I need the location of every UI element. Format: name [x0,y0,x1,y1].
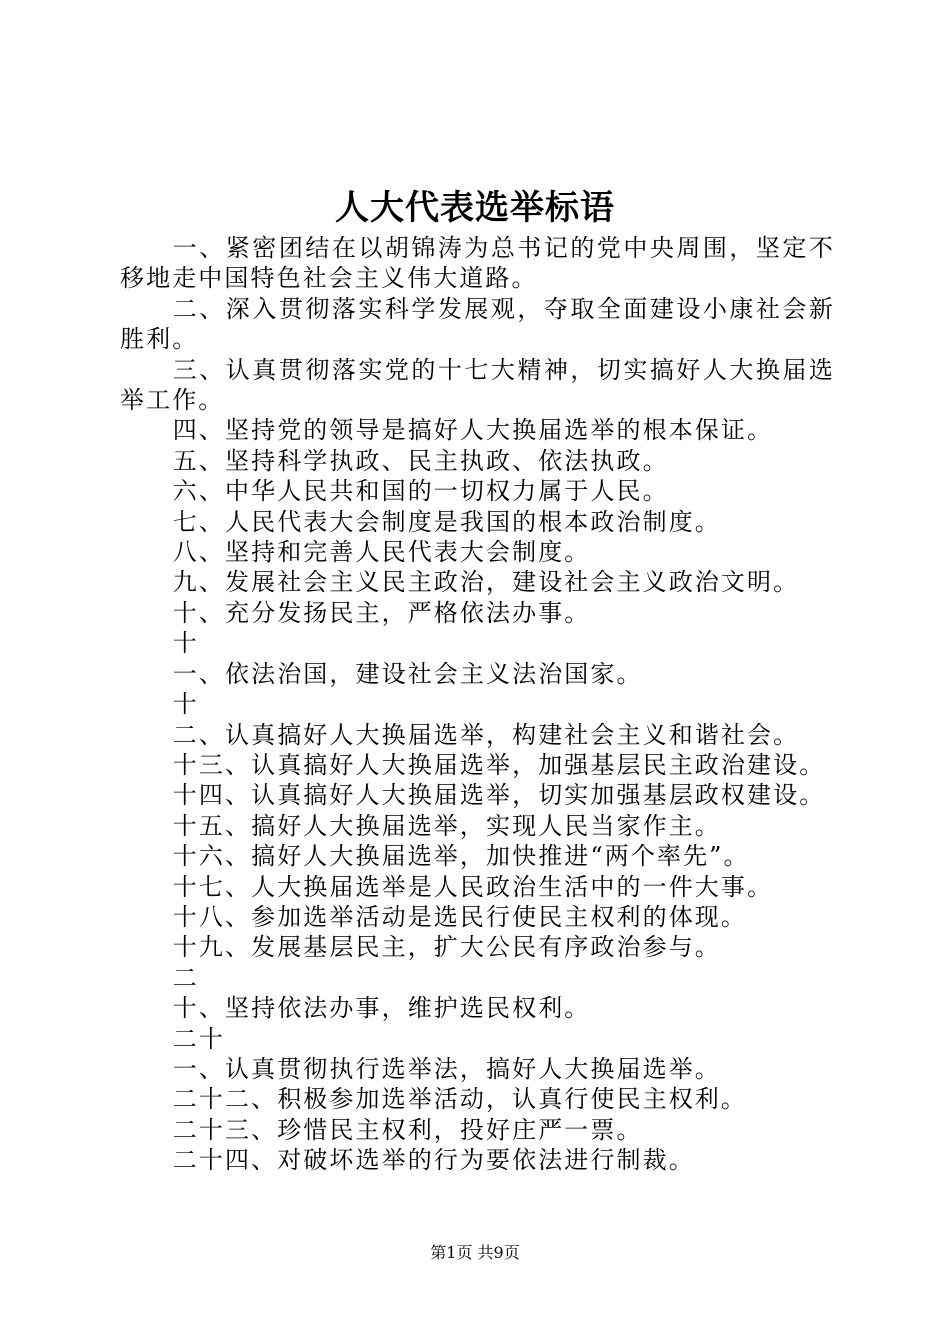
slogan-paragraph: 十、充分发扬民主，严格依法办事。 [172,598,591,627]
slogan-paragraph: 九、发展社会主义民主政治，建设社会主义政治文明。 [172,568,800,597]
slogan-paragraph: 二 [172,963,199,992]
slogan-paragraph: 一、紧密团结在以胡锦涛为总书记的党中央周围，坚定不移地走中国特色社会主义伟大道路。 [120,234,835,293]
slogan-paragraph: 十六、搞好人大换届选举，加快推进“两个率先”。 [172,842,750,871]
slogan-paragraph: 七、人民代表大会制度是我国的根本政治制度。 [172,507,721,536]
slogan-paragraph: 二十二、积极参加选举活动，认真行使民主权利。 [172,1085,747,1114]
slogan-paragraph: 二、深入贯彻落实科学发展观，夺取全面建设小康社会新胜利。 [120,294,835,354]
slogan-paragraph: 一、依法治国，建设社会主义法治国家。 [172,659,643,688]
slogan-paragraph: 二、认真搞好人大换届选举，构建社会主义和谐社会。 [172,720,800,749]
document-body [120,233,835,1176]
slogan-paragraph: 五、坚持科学执政、民主执政、依法执政。 [172,446,669,475]
page-footer: 第1页 共9页 [430,1243,520,1262]
slogan-paragraph: 十 [172,629,199,658]
slogan-paragraph: 十、坚持依法办事，维护选民权利。 [172,994,591,1023]
slogan-paragraph: 一、认真贯彻执行选举法，搞好人大换届选举。 [172,1054,721,1083]
slogan-paragraph: 三、认真贯彻落实党的十七大精神，切实搞好人大换届选举工作。 [120,355,835,415]
slogan-paragraph: 二十三、珍惜民主权利，投好庄严一票。 [172,1115,643,1144]
slogan-paragraph: 二十 [172,1024,225,1053]
slogan-paragraph: 十三、认真搞好人大换届选举，加强基层民主政治建设。 [172,750,826,779]
slogan-paragraph: 十八、参加选举活动是选民行使民主权利的体现。 [172,902,747,931]
slogan-paragraph: 六、中华人民共和国的一切权力属于人民。 [172,477,669,506]
slogan-paragraph: 十七、人大换届选举是人民政治生活中的一件大事。 [172,872,774,901]
slogan-paragraph: 十四、认真搞好人大换届选举，切实加强基层政权建设。 [172,781,826,810]
slogan-paragraph: 十五、搞好人大换届选举，实现人民当家作主。 [172,811,721,840]
slogan-paragraph: 二十四、对破坏选举的行为要依法进行制裁。 [172,1146,695,1175]
slogan-paragraph: 十九、发展基层民主，扩大公民有序政治参与。 [172,933,721,962]
slogan-paragraph: 八、坚持和完善人民代表大会制度。 [172,538,591,567]
slogan-paragraph: 四、坚持党的领导是搞好人大换届选举的根本保证。 [172,416,774,445]
document-title: 人大代表选举标语 [335,188,615,228]
slogan-paragraph: 十 [172,690,199,719]
